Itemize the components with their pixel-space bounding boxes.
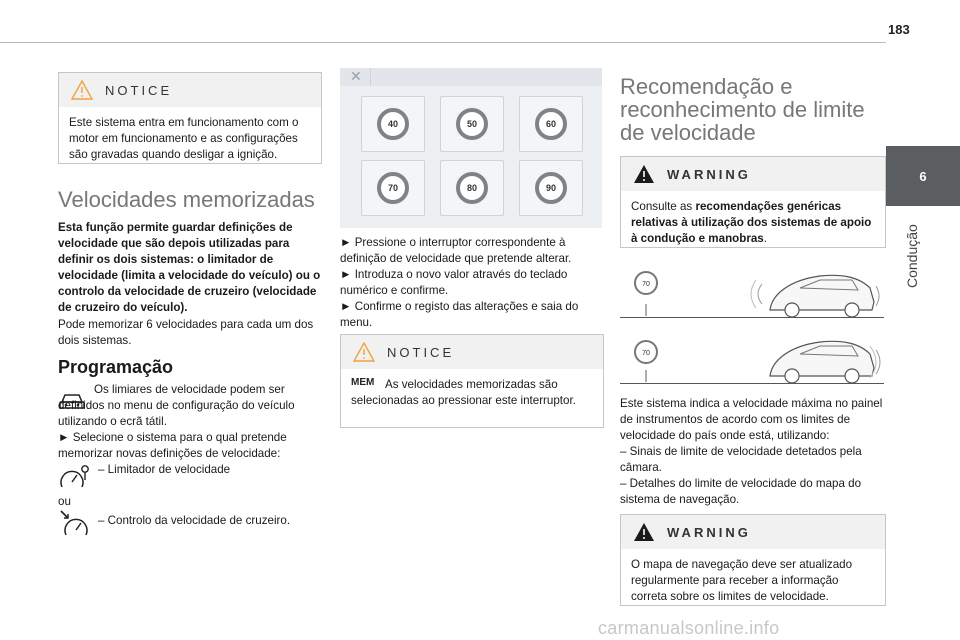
section-title: Velocidades memorizadas (58, 187, 315, 212)
notice-label: NOTICE (105, 82, 173, 98)
watermark: carmanualsonline.info (598, 618, 780, 638)
notice-box-2 (340, 334, 604, 428)
system-description: Este sistema indica a velocidade máxima no painel de instrumentos de acordo com os limites de velocidade do país onde está, utilizando: (620, 397, 883, 442)
chapter-number: 6 (919, 168, 927, 184)
option-limiter: – Limitador de velocidade (98, 463, 231, 476)
step-enter: ► Introduza o novo valor através do teclado numérico e confirme. (340, 268, 568, 297)
speed-sign-value: 70 (642, 281, 650, 288)
or-text: ou (58, 495, 71, 508)
speed-preset-button[interactable] (361, 160, 425, 216)
speed-preset-button[interactable] (440, 96, 504, 152)
speed-sign-icon: 60 (535, 108, 567, 140)
programming-title: Programação (58, 357, 174, 377)
speed-sign-icon: 50 (456, 108, 488, 140)
speed-preset-button[interactable] (361, 96, 425, 152)
bullet-navigation: – Detalhes do limite de velocidade do mapa do sistema de navegação. (620, 477, 862, 506)
top-rule (0, 42, 886, 43)
chapter-label (902, 212, 924, 292)
bullet-camera: – Sinais de limite de velocidade detetados pela câmara. (620, 445, 862, 474)
section-title-line-1: Recomendação e (620, 74, 793, 99)
speed-preset-button[interactable] (440, 160, 504, 216)
speed-sign-icon: 70 (377, 172, 409, 204)
speed-sign-value: 70 (642, 350, 650, 357)
notice-triangle-icon (71, 80, 93, 100)
warning-label: WARNING (667, 524, 751, 540)
speed-preset-button[interactable] (519, 160, 583, 216)
notice-text: Este sistema entra em funcionamento com o motor em funcionamento e as configurações são gravadas quando desligar a ignição. (69, 116, 299, 161)
warning-text-post: . (763, 232, 767, 245)
notice-label: NOTICE (387, 344, 455, 360)
speed-preset-button[interactable] (519, 96, 583, 152)
notice-header (341, 335, 603, 369)
step-press: ► Pressione o interruptor correspondente à definição de velocidade que pretende alterar. (340, 236, 572, 265)
speed-sign-icon: 90 (535, 172, 567, 204)
warning-box-2 (620, 514, 886, 606)
speed-memory-screen (340, 68, 602, 228)
notice-triangle-icon (353, 342, 375, 362)
car-camera-icon (620, 266, 884, 318)
page-number: 183 (888, 22, 910, 37)
speed-sign-icon: 80 (456, 172, 488, 204)
camera-recognition-illustration (620, 266, 884, 318)
warning-triangle-icon (633, 164, 655, 184)
speedometer-limiter-icon (58, 463, 92, 491)
navigation-map-illustration (620, 332, 884, 384)
notice-header (59, 73, 321, 107)
car-navigation-icon (620, 332, 884, 384)
screen-title-bar (340, 68, 602, 86)
step-select: ► Selecione o sistema para o qual pretende memorizar novas definições de velocidade: (58, 431, 287, 460)
intro-text: Pode memorizar 6 velocidades para cada um dos dois sistemas. (58, 318, 314, 347)
close-icon[interactable]: ✕ (350, 68, 362, 84)
option-cruise: – Controlo da velocidade de cruzeiro. (98, 514, 291, 527)
section-title-line-3: de velocidade (620, 120, 756, 145)
programming-text: Os limiares de velocidade podem ser definidos no menu de configuração do veículo utilizando o ecrã tátil. (58, 383, 295, 428)
warning-text (621, 191, 885, 257)
intro-bold-text: Esta função permite guardar definições de velocidade que são depois utilizadas para definir os dois sistemas: o limitador de velocidade (limita a velocidade do veículo) ou o controlo da velocidade de cruzeiro (velocidade de cruzeiro do veículo). (58, 221, 321, 314)
warning-header (621, 515, 885, 549)
mem-button-icon: MEM (351, 377, 375, 388)
warning-header (621, 157, 885, 191)
intro-bold (58, 220, 322, 316)
chapter-title: Condução (904, 224, 920, 288)
warning-label: WARNING (667, 166, 751, 182)
section-title-line-2: reconhecimento de limite (620, 97, 865, 122)
illustration-baseline (620, 383, 884, 384)
warning-box-1 (620, 156, 886, 248)
notice-box-1 (58, 72, 322, 164)
warning-text-bold: recomendações genéricas relativas à utilização dos sistemas de apoio à condução e manobras (631, 200, 872, 245)
notice-text: As velocidades memorizadas são selecionadas ao pressionar este interruptor. (351, 378, 576, 407)
step-confirm: ► Confirme o registo das alterações e saia do menu. (340, 300, 579, 329)
illustration-baseline (620, 317, 884, 318)
warning-text: O mapa de navegação deve ser atualizado regularmente para receber a informação correta sobre os limites de velocidade. (631, 558, 853, 603)
speedometer-cruise-icon (58, 508, 92, 538)
speed-sign-icon: 40 (377, 108, 409, 140)
chapter-tab[interactable] (886, 146, 960, 206)
warning-triangle-icon (633, 522, 655, 542)
screen-bar-divider (370, 68, 371, 86)
warning-text-pre: Consulte as (631, 200, 696, 213)
